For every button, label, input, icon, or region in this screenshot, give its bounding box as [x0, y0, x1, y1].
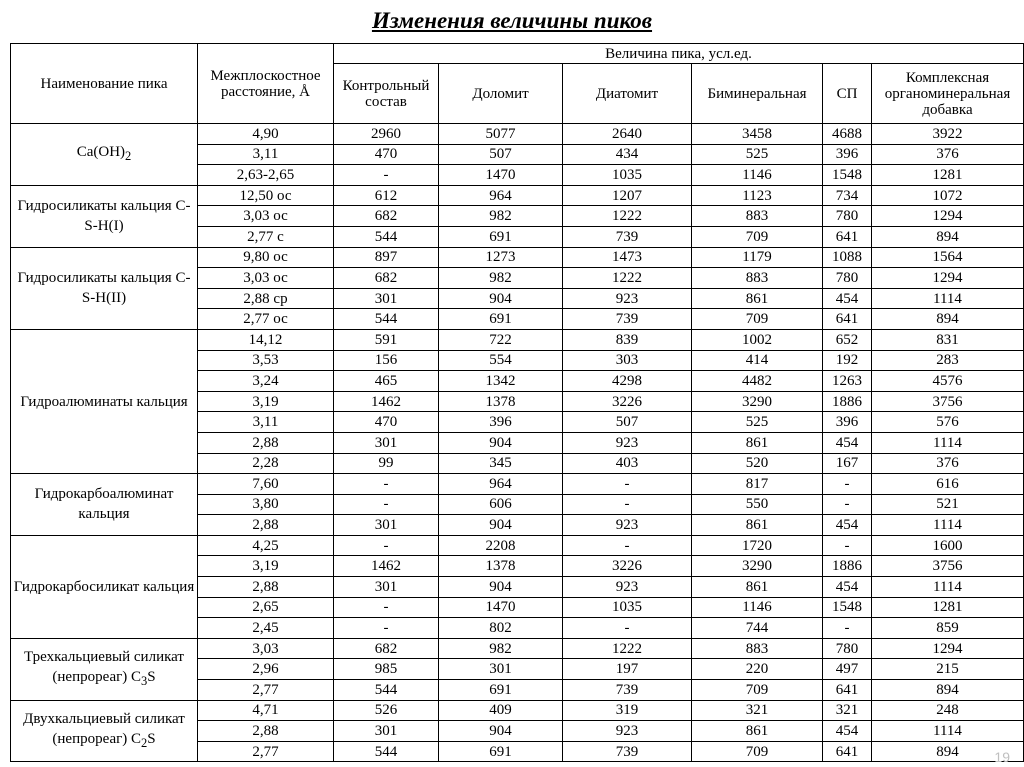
peak-value-cell: 1294: [872, 268, 1024, 289]
interplanar-distance-cell: 2,63-2,65: [198, 165, 334, 186]
peak-value-cell: 641: [823, 226, 872, 247]
peak-value-cell: 1470: [439, 165, 563, 186]
peak-group-name: [11, 535, 198, 638]
peak-value-cell: 4298: [563, 371, 692, 392]
peak-value-cell: 861: [692, 515, 823, 536]
peak-value-cell: 319: [563, 700, 692, 721]
peak-value-cell: 897: [334, 247, 439, 268]
peak-value-cell: 1072: [872, 185, 1024, 206]
column-header-diatomite: Диатомит: [563, 64, 692, 124]
peak-value-cell: 301: [334, 577, 439, 598]
group-name-text: Гидрокарбосиликат кальция: [13, 578, 195, 595]
group-name-text: Гидросиликаты кальция C-S-H(I): [17, 198, 191, 235]
peak-value-cell: 1281: [872, 165, 1024, 186]
interplanar-distance-cell: 3,80: [198, 494, 334, 515]
peak-value-cell: -: [563, 618, 692, 639]
interplanar-distance-cell: 2,88: [198, 432, 334, 453]
peak-value-cell: 1462: [334, 391, 439, 412]
peak-value-cell: 616: [872, 474, 1024, 495]
peak-value-cell: 99: [334, 453, 439, 474]
table-row: [11, 535, 1024, 556]
interplanar-distance-cell: 3,19: [198, 391, 334, 412]
group-name-text: Ca(OH): [76, 144, 126, 161]
peak-value-cell: 3226: [563, 556, 692, 577]
interplanar-distance-cell: 3,11: [198, 412, 334, 433]
table-row: [11, 247, 1024, 268]
peak-value-cell: 861: [692, 577, 823, 598]
table-row: [11, 124, 1024, 145]
peak-value-cell: -: [334, 597, 439, 618]
peak-value-cell: 434: [563, 144, 692, 165]
group-name-subscript: 2: [141, 736, 148, 751]
peak-value-cell: 691: [439, 680, 563, 701]
peak-value-cell: 470: [334, 412, 439, 433]
peak-value-cell: -: [334, 474, 439, 495]
peak-value-cell: 4688: [823, 124, 872, 145]
peak-value-cell: 641: [823, 309, 872, 330]
table-row: [11, 474, 1024, 495]
peak-value-cell: 1114: [872, 288, 1024, 309]
interplanar-distance-cell: 2,77: [198, 680, 334, 701]
interplanar-distance-cell: 3,53: [198, 350, 334, 371]
peak-value-cell: 2960: [334, 124, 439, 145]
peak-value-cell: 507: [563, 412, 692, 433]
peak-value-cell: 321: [692, 700, 823, 721]
page-number: 19: [994, 749, 1010, 765]
column-header-control: Контрольный состав: [334, 64, 439, 124]
interplanar-distance-cell: 2,65: [198, 597, 334, 618]
peak-group-name: [11, 638, 198, 700]
interplanar-distance-cell: 2,88 ср: [198, 288, 334, 309]
peak-value-cell: 3756: [872, 391, 1024, 412]
peak-value-cell: 470: [334, 144, 439, 165]
group-name-subscript: 2: [125, 149, 132, 164]
peak-value-cell: -: [563, 535, 692, 556]
peak-value-cell: 454: [823, 577, 872, 598]
peak-value-cell: 894: [872, 309, 1024, 330]
peak-value-cell: 1273: [439, 247, 563, 268]
peak-value-cell: 861: [692, 432, 823, 453]
peaks-table: [10, 43, 1024, 762]
peak-value-cell: 1207: [563, 185, 692, 206]
table-row: [11, 185, 1024, 206]
peak-value-cell: 964: [439, 185, 563, 206]
peak-group-name: [11, 247, 198, 329]
peak-value-cell: -: [823, 535, 872, 556]
peak-value-cell: 525: [692, 412, 823, 433]
peak-value-cell: 1378: [439, 556, 563, 577]
peak-value-cell: 923: [563, 577, 692, 598]
peak-value-cell: -: [823, 494, 872, 515]
peak-value-cell: 1378: [439, 391, 563, 412]
peak-value-cell: 1222: [563, 206, 692, 227]
peak-value-cell: 544: [334, 680, 439, 701]
peak-value-cell: 691: [439, 741, 563, 762]
peak-value-cell: 301: [334, 432, 439, 453]
peak-value-cell: 1600: [872, 535, 1024, 556]
column-header-bimineral: Биминеральная: [692, 64, 823, 124]
peak-value-cell: 465: [334, 371, 439, 392]
peak-value-cell: 709: [692, 741, 823, 762]
peak-value-cell: 197: [563, 659, 692, 680]
peak-value-cell: 904: [439, 721, 563, 742]
peak-value-cell: 904: [439, 577, 563, 598]
peak-value-cell: 1548: [823, 597, 872, 618]
peak-value-cell: 1222: [563, 638, 692, 659]
peak-value-cell: 550: [692, 494, 823, 515]
peak-value-cell: 682: [334, 206, 439, 227]
peak-value-cell: 544: [334, 226, 439, 247]
peak-value-cell: 883: [692, 268, 823, 289]
peak-value-cell: 831: [872, 329, 1024, 350]
peak-value-cell: 739: [563, 680, 692, 701]
peak-value-cell: 904: [439, 432, 563, 453]
peak-value-cell: 1222: [563, 268, 692, 289]
peak-value-cell: 1263: [823, 371, 872, 392]
peak-value-cell: 1035: [563, 165, 692, 186]
peak-value-cell: 883: [692, 206, 823, 227]
peak-value-cell: 497: [823, 659, 872, 680]
peak-value-cell: 3756: [872, 556, 1024, 577]
peak-value-cell: 526: [334, 700, 439, 721]
interplanar-distance-cell: 12,50 ос: [198, 185, 334, 206]
peak-value-cell: 4482: [692, 371, 823, 392]
table-row: [11, 329, 1024, 350]
interplanar-distance-cell: 7,60: [198, 474, 334, 495]
peak-value-cell: 1179: [692, 247, 823, 268]
peak-value-cell: 576: [872, 412, 1024, 433]
peak-value-cell: 894: [872, 741, 1024, 762]
peak-value-cell: 1035: [563, 597, 692, 618]
interplanar-distance-cell: 3,24: [198, 371, 334, 392]
peak-value-cell: 859: [872, 618, 1024, 639]
peak-value-cell: 780: [823, 206, 872, 227]
peak-value-cell: 301: [334, 721, 439, 742]
peak-value-cell: 2208: [439, 535, 563, 556]
peak-value-cell: 982: [439, 268, 563, 289]
peak-value-cell: 396: [823, 412, 872, 433]
peak-value-cell: 734: [823, 185, 872, 206]
peak-value-cell: 220: [692, 659, 823, 680]
peak-value-cell: 3922: [872, 124, 1024, 145]
peak-value-cell: 691: [439, 309, 563, 330]
peak-value-cell: 739: [563, 226, 692, 247]
interplanar-distance-cell: 4,90: [198, 124, 334, 145]
interplanar-distance-cell: 3,19: [198, 556, 334, 577]
interplanar-distance-cell: 2,28: [198, 453, 334, 474]
interplanar-distance-cell: 4,71: [198, 700, 334, 721]
group-name-text: Гидроалюминаты кальция: [20, 393, 188, 410]
peak-value-cell: 248: [872, 700, 1024, 721]
peak-value-cell: 1462: [334, 556, 439, 577]
peak-value-cell: 454: [823, 721, 872, 742]
peak-value-cell: 780: [823, 638, 872, 659]
peak-value-cell: 215: [872, 659, 1024, 680]
peak-value-cell: 1114: [872, 577, 1024, 598]
table-body: [11, 124, 1024, 762]
peak-value-cell: 591: [334, 329, 439, 350]
group-name-suffix: S: [147, 669, 156, 686]
peak-value-cell: 709: [692, 226, 823, 247]
peak-group-name: [11, 329, 198, 473]
peak-value-cell: 283: [872, 350, 1024, 371]
peak-value-cell: 396: [823, 144, 872, 165]
peak-value-cell: 641: [823, 741, 872, 762]
peak-value-cell: 744: [692, 618, 823, 639]
interplanar-distance-cell: 3,03: [198, 638, 334, 659]
peak-value-cell: 964: [439, 474, 563, 495]
peak-value-cell: 520: [692, 453, 823, 474]
peak-value-cell: 923: [563, 515, 692, 536]
peak-value-cell: 321: [823, 700, 872, 721]
peak-value-cell: 454: [823, 515, 872, 536]
peak-value-cell: 1720: [692, 535, 823, 556]
peak-value-cell: 1146: [692, 597, 823, 618]
peak-value-cell: 985: [334, 659, 439, 680]
peak-name-header: Наименование пика: [11, 44, 198, 124]
peak-value-cell: 1146: [692, 165, 823, 186]
peak-value-cell: 1564: [872, 247, 1024, 268]
peak-value-cell: 345: [439, 453, 563, 474]
peak-value-cell: -: [823, 618, 872, 639]
interplanar-distance-cell: 2,45: [198, 618, 334, 639]
peak-value-cell: 722: [439, 329, 563, 350]
peak-value-cell: 739: [563, 741, 692, 762]
interplanar-distance-cell: 2,77 с: [198, 226, 334, 247]
interplanar-distance-cell: 2,96: [198, 659, 334, 680]
group-name-text: Гидрокарбоалюминат кальция: [34, 486, 174, 523]
table-header: [11, 44, 1024, 124]
interplanar-distance-cell: 2,88: [198, 721, 334, 742]
peak-value-cell: 544: [334, 309, 439, 330]
peak-value-cell: 1123: [692, 185, 823, 206]
peak-value-cell: 403: [563, 453, 692, 474]
peak-value-cell: 1114: [872, 432, 1024, 453]
peak-value-cell: -: [563, 474, 692, 495]
peak-value-cell: 301: [334, 288, 439, 309]
peak-value-cell: 1473: [563, 247, 692, 268]
peak-value-cell: 156: [334, 350, 439, 371]
peak-value-cell: 1294: [872, 638, 1024, 659]
peak-value-cell: 1281: [872, 597, 1024, 618]
peak-value-cell: 1114: [872, 515, 1024, 536]
peak-value-cell: 641: [823, 680, 872, 701]
peak-value-cell: -: [823, 474, 872, 495]
peak-value-cell: 861: [692, 288, 823, 309]
peak-value-cell: 1114: [872, 721, 1024, 742]
interplanar-distance-cell: 3,03 ос: [198, 268, 334, 289]
peak-group-name: [11, 700, 198, 762]
peak-value-cell: 652: [823, 329, 872, 350]
peak-value-cell: 1088: [823, 247, 872, 268]
peak-value-cell: 303: [563, 350, 692, 371]
group-name-subscript: 3: [141, 674, 148, 689]
peak-value-cell: 739: [563, 309, 692, 330]
peak-value-cell: 923: [563, 288, 692, 309]
peak-value-cell: 839: [563, 329, 692, 350]
interplanar-distance-header: Межплоскостное расстояние, Å: [198, 44, 334, 124]
peak-value-cell: 1470: [439, 597, 563, 618]
interplanar-distance-cell: 9,80 ос: [198, 247, 334, 268]
group-name-text: Двухкальциевый силикат (непрореаг) C: [23, 711, 185, 748]
peak-group-name: [11, 185, 198, 247]
column-header-dolomite: Доломит: [439, 64, 563, 124]
peak-value-cell: -: [334, 618, 439, 639]
peak-value-cell: 5077: [439, 124, 563, 145]
page-title: Изменения величины пиков: [371, 8, 653, 33]
peak-value-cell: 1548: [823, 165, 872, 186]
group-name-text: Гидросиликаты кальция C-S-H(II): [17, 270, 191, 307]
group-name-suffix: S: [147, 731, 156, 748]
peak-value-cell: 606: [439, 494, 563, 515]
peak-value-cell: 525: [692, 144, 823, 165]
table-row: [11, 638, 1024, 659]
peak-value-cell: 376: [872, 144, 1024, 165]
peak-group-name: [11, 474, 198, 536]
peak-value-cell: 2640: [563, 124, 692, 145]
peak-value-cell: 167: [823, 453, 872, 474]
peak-value-cell: -: [334, 535, 439, 556]
peak-value-header: Величина пика, усл.ед.: [334, 44, 1024, 64]
peak-value-cell: -: [334, 165, 439, 186]
peak-value-cell: 904: [439, 288, 563, 309]
peak-value-cell: 192: [823, 350, 872, 371]
peak-value-cell: 709: [692, 680, 823, 701]
interplanar-distance-cell: 3,03 ос: [198, 206, 334, 227]
peak-value-cell: 883: [692, 638, 823, 659]
table-row: [11, 700, 1024, 721]
peak-value-cell: 923: [563, 432, 692, 453]
peak-value-cell: 1886: [823, 391, 872, 412]
peak-value-cell: 301: [439, 659, 563, 680]
peak-value-cell: 1886: [823, 556, 872, 577]
peak-value-cell: 894: [872, 680, 1024, 701]
column-header-sp: СП: [823, 64, 872, 124]
peak-value-cell: 414: [692, 350, 823, 371]
peak-value-cell: 682: [334, 268, 439, 289]
peak-value-cell: 780: [823, 268, 872, 289]
peak-value-cell: 301: [334, 515, 439, 536]
interplanar-distance-cell: 2,88: [198, 577, 334, 598]
interplanar-distance-cell: 14,12: [198, 329, 334, 350]
peak-value-cell: 1342: [439, 371, 563, 392]
peak-value-cell: 861: [692, 721, 823, 742]
interplanar-distance-cell: 2,77: [198, 741, 334, 762]
peak-value-cell: 691: [439, 226, 563, 247]
peak-value-cell: 904: [439, 515, 563, 536]
peak-value-cell: 1002: [692, 329, 823, 350]
peak-value-cell: 3458: [692, 124, 823, 145]
peak-value-cell: 3226: [563, 391, 692, 412]
peak-value-cell: -: [334, 494, 439, 515]
peak-value-cell: 1294: [872, 206, 1024, 227]
peak-value-cell: 982: [439, 206, 563, 227]
peak-value-cell: 612: [334, 185, 439, 206]
peak-value-cell: 3290: [692, 556, 823, 577]
group-name-text: Трехкальциевый силикат (непрореаг) C: [24, 649, 184, 686]
peak-value-cell: 409: [439, 700, 563, 721]
column-header-complex-additive: Комплексная органоминеральная добавка: [872, 64, 1024, 124]
peak-value-cell: 4576: [872, 371, 1024, 392]
peak-value-cell: 682: [334, 638, 439, 659]
interplanar-distance-cell: 3,11: [198, 144, 334, 165]
peak-value-cell: 802: [439, 618, 563, 639]
peak-value-cell: 521: [872, 494, 1024, 515]
interplanar-distance-cell: 4,25: [198, 535, 334, 556]
peak-value-cell: 554: [439, 350, 563, 371]
interplanar-distance-cell: 2,88: [198, 515, 334, 536]
peak-value-cell: 894: [872, 226, 1024, 247]
peak-value-cell: 923: [563, 721, 692, 742]
peak-value-cell: 454: [823, 432, 872, 453]
peak-value-cell: -: [563, 494, 692, 515]
peak-value-cell: 817: [692, 474, 823, 495]
peak-value-cell: 396: [439, 412, 563, 433]
peak-value-cell: 982: [439, 638, 563, 659]
peak-value-cell: 544: [334, 741, 439, 762]
peak-value-cell: 454: [823, 288, 872, 309]
peak-value-cell: 507: [439, 144, 563, 165]
peak-group-name: [11, 124, 198, 186]
interplanar-distance-cell: 2,77 ос: [198, 309, 334, 330]
peak-value-cell: 3290: [692, 391, 823, 412]
peak-value-cell: 709: [692, 309, 823, 330]
peak-value-cell: 376: [872, 453, 1024, 474]
